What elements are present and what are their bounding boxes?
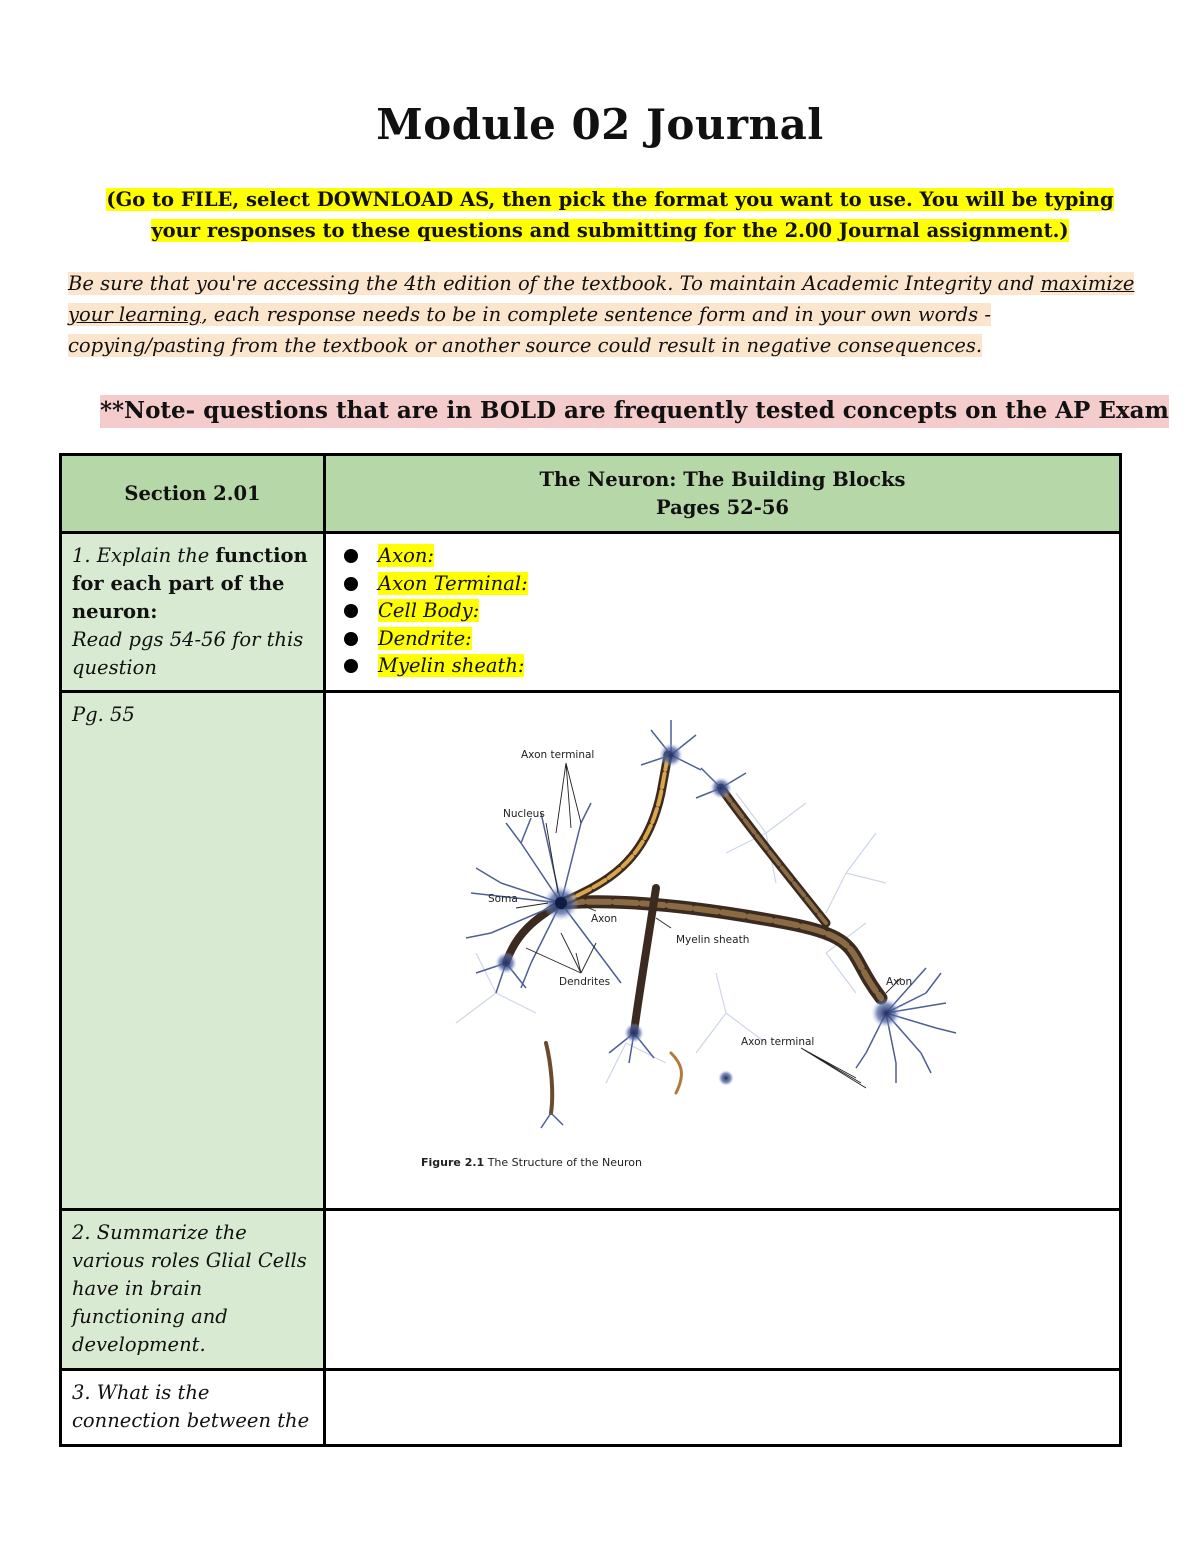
label-soma: Soma: [488, 893, 518, 905]
label-myelin-sheath: Myelin sheath: [676, 934, 750, 946]
section-topic: [325, 455, 1121, 533]
table-header-row: [61, 455, 1121, 533]
neuron-figure: [326, 693, 1122, 1193]
label-axon-inner: Axon: [591, 913, 618, 925]
label-nucleus: Nucleus: [503, 808, 545, 820]
bullet-icon: [344, 632, 358, 646]
question-row-3: [61, 1370, 1121, 1446]
question-2-prompt: 2. Summarize the various roles Glial Cells have in brain functioning and development.: [61, 1210, 325, 1370]
topic-pages: Pages 52-56: [656, 495, 789, 519]
bullet-icon: [344, 604, 358, 618]
figure-page-ref: [61, 692, 325, 1210]
bullet-icon: [344, 659, 358, 673]
topic-title: The Neuron: The Building Blocks: [539, 467, 906, 491]
figure-caption: [421, 1149, 642, 1177]
answer-cell-1[interactable]: [325, 533, 1121, 692]
integrity-underlined-text: maximize your learning: [68, 272, 1135, 326]
question-row-1: [61, 533, 1121, 692]
label-dendrites: Dendrites: [559, 976, 611, 988]
academic-integrity-note: [68, 268, 1143, 361]
q1-note: Read pgs 54-56 for this question: [72, 628, 304, 679]
caption-text: The Structure of the Neuron: [487, 1156, 642, 1169]
list-item: [344, 625, 1109, 653]
question-row-2: [61, 1210, 1121, 1370]
ap-exam-note: **Note- questions that are in BOLD are frequently tested concepts on the AP Exam: [100, 395, 1169, 428]
neuron-parts-list: [336, 542, 1109, 680]
part-label: Dendrite:: [378, 626, 472, 650]
figure-row: [61, 692, 1121, 1210]
page-ref-text: Pg. 55: [72, 703, 135, 726]
part-label: Cell Body:: [378, 599, 480, 622]
journal-table: [59, 453, 1122, 1447]
instructions-text: (Go to FILE, select DOWNLOAD AS, then pick the format you want to use. You will be typing your responses to these questions and submitting for the 2.00 Journal assignment.): [106, 188, 1114, 242]
integrity-text-1: Be sure that you're accessing the 4th edition of the textbook. To maintain Academic Integrity and: [68, 272, 1041, 295]
label-axon-terminal-bottom: Axon terminal: [741, 1036, 815, 1048]
figure-cell: [325, 692, 1121, 1210]
q1-bold: function for each part of the neuron:: [72, 544, 308, 623]
question-3-prompt: 3. What is the connection between the: [61, 1370, 325, 1446]
answer-cell-3[interactable]: [325, 1370, 1121, 1446]
page-title: Module 02 Journal: [376, 100, 824, 149]
part-label: Axon Terminal:: [378, 571, 528, 595]
answer-cell-2[interactable]: [325, 1210, 1121, 1370]
list-item: [344, 570, 1109, 598]
bullet-icon: [344, 549, 358, 563]
bullet-icon: [344, 577, 358, 591]
part-label: Myelin sheath:: [378, 654, 525, 677]
label-axon-terminal-top: Axon terminal: [521, 749, 595, 761]
label-axon-right: Axon: [886, 976, 913, 988]
download-instructions: [80, 184, 1140, 246]
list-item: [344, 652, 1109, 680]
caption-number: Figure 2.1: [421, 1156, 485, 1169]
list-item: [344, 542, 1109, 570]
section-label: Section 2.01: [61, 455, 325, 533]
question-1-prompt: [61, 533, 325, 692]
part-label: Axon:: [378, 544, 434, 567]
list-item: [344, 597, 1109, 625]
q1-prefix: 1. Explain the: [72, 544, 216, 567]
neuron-illustration: [326, 693, 1122, 1193]
integrity-text-2: , each response needs to be in complete sentence form and in your own words - copying/pasting from the textbook or another source could result in negative consequences.: [68, 303, 991, 357]
